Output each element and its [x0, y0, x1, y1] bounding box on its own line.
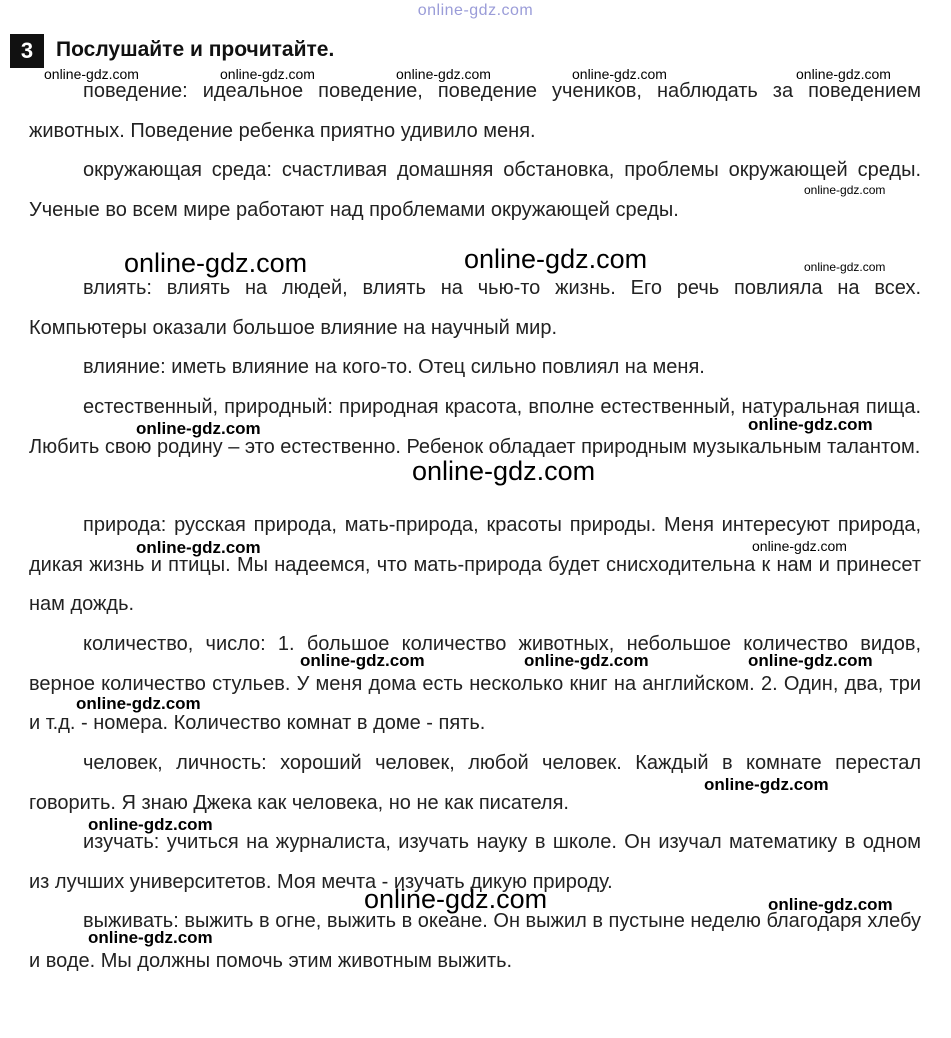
watermark: online-gdz.com: [76, 694, 201, 713]
site-header-label: online-gdz.com: [417, 2, 534, 19]
paragraph-nature: природа: русская природа, мать-природа, красоты природы. Меня интересуют природа, дикая жизнь и птицы. Мы надеемся, что мать-природа будет снисходительна к нам и принесет нам дождь.: [29, 514, 921, 615]
watermark: online-gdz.com: [804, 260, 886, 274]
watermark: online-gdz.com: [704, 775, 829, 794]
paragraph-quantity: количество, число: 1. большое количество животных, небольшое количество видов, верное количество стульев. У меня дома есть несколько книг на английском. 2. Один, два, три и т.д. - номера. Количество комнат в доме - пять.: [29, 633, 921, 734]
watermark: online-gdz.com: [804, 183, 886, 197]
watermark: online-gdz.com: [88, 928, 213, 947]
watermark: online-gdz.com: [88, 815, 213, 834]
watermark: online-gdz.com: [136, 419, 261, 438]
paragraph-environment: окружающая среда: счастливая домашняя обстановка, проблемы окружающей среды. Ученые во всем мире работают над проблемами окружающей среды.: [29, 159, 921, 221]
paragraph-natural: естественный, природный: природная красота, вполне естественный, натуральная пища. Любить свою родину – это естественно. Ребенок обладает природным музыкальным талантом.: [29, 396, 921, 458]
watermark: online-gdz.com: [752, 538, 847, 554]
watermark: online-gdz.com: [124, 248, 308, 278]
paragraph-study: изучать: учиться на журналиста, изучать науку в школе. Он изучал математику в одном из лучших университетов. Моя мечта - изучать дикую природу.: [29, 831, 921, 893]
paragraph-person: человек, личность: хороший человек, любой человек. Каждый в комнате перестал говорить. Я знаю Джека как человека, но не как писателя.: [29, 752, 921, 814]
paragraph-behavior: поведение: идеальное поведение, поведение учеников, наблюдать за поведением животных. Поведение ребенка приятно удивило меня.: [29, 80, 921, 142]
watermark: online-gdz.com: [44, 66, 139, 82]
watermark: online-gdz.com: [748, 651, 873, 670]
paragraph-survive: выживать: выжить в огне, выжить в океане. Он выжил в пустыне неделю благодаря хлебу и воде. Мы должны помочь этим животным выжить.: [29, 910, 922, 972]
watermark: online-gdz.com: [364, 884, 548, 914]
watermark: online-gdz.com: [748, 415, 873, 434]
watermark: online-gdz.com: [412, 456, 596, 486]
watermark: online-gdz.com: [300, 651, 425, 670]
watermark: online-gdz.com: [524, 651, 649, 670]
watermark: online-gdz.com: [464, 244, 648, 274]
exercise-number-badge: 3: [10, 34, 44, 68]
paragraph-affect: влиять: влиять на людей, влиять на чью-то жизнь. Его речь повлияла на всех. Компьютеры оказали большое влияние на научный мир.: [29, 277, 921, 339]
watermark: online-gdz.com: [768, 895, 893, 914]
watermark: online-gdz.com: [136, 538, 261, 557]
exercise-title: Послушайте и прочитайте.: [56, 38, 335, 61]
watermark: online-gdz.com: [396, 66, 491, 82]
watermark: online-gdz.com: [796, 66, 891, 82]
watermark: online-gdz.com: [220, 66, 315, 82]
watermark: online-gdz.com: [572, 66, 667, 82]
paragraph-influence: влияние: иметь влияние на кого-то. Отец сильно повлиял на меня.: [83, 356, 705, 378]
